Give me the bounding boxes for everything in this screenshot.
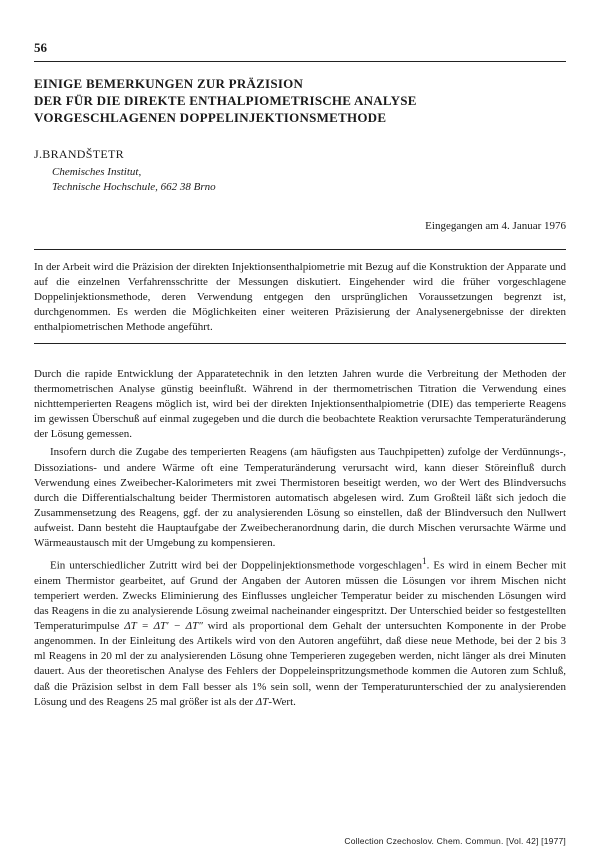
formula: ΔT = ΔT′ − ΔT″ <box>124 620 203 633</box>
paragraph-text: wird als proportional dem Gehalt der untersuchten Komponente in der Probe angenommen. In der Einleitung des Artikels wird von den Autoren angeführt, daß diese neue Methode, bei der 2 bis 3 ml Reagens in 20 ml der zu analysierenden Lösung ohne Temperieren zugegeben werden, nicht länger als drei Minuten dauert. Aus der theoretischen Analyse des Fehlers der Doppeleinspritzungsmethode kommen die Autoren zum Schluß, daß die Präzision selbst in dem Fall besser als 1% sein soll, wenn der Temperaturunterschied der zu analysierenden Lösung und des Reagens 25 mal größer ist als der <box>34 620 567 708</box>
abstract: In der Arbeit wird die Präzision der direkten Injektionsenthalpiometrie mit Bezug auf die Konstruktion der Apparate und auf die einzelnen Verfahrensschritte der Messungen diskutiert. Eingehender wird die früher vorgeschlagene Doppelinjektionsmethode, deren Verwendung entgegen den ursprünglichen Voraussetzungen begrenzt ist, durchgenommen. Es werden die Möglichkeiten einer weiteren Präzisierung der Analysenergebnisse der direkten enthalpiometrischen Methode angeführt. <box>34 261 566 333</box>
paragraph-text: . Es wird in einem Becher mit einem Thermistor gearbeitet, auf Grund der Angaben der Autoren müssen die Lösungen vor ihrem Mischen nicht temperiert werden. Zwecks Eliminierung des Einflusses ungleicher Temperatur beider zu mischenden Lösungen wird das Reagens in die zu analysierende Lösung zweimal nacheinander eingespritzt. Der Unterschied beider so festgestellten Temperaturimpulse <box>34 559 567 633</box>
author-name: J.BRANDŠTETR <box>34 147 124 161</box>
article-body <box>34 367 566 710</box>
received-date: Eingegangen am 4. Januar 1976 <box>425 220 566 232</box>
abstract-bottom-rule <box>34 343 566 344</box>
affiliation-line: Technische Hochschule, 662 38 Brno <box>52 181 216 193</box>
formula-symbol: ΔT <box>255 695 269 708</box>
body-paragraph-3 <box>34 554 566 710</box>
journal-page <box>34 40 566 713</box>
affiliation-line: Chemisches Institut, <box>52 166 142 178</box>
article-title <box>34 75 566 126</box>
body-paragraph-1: Durch die rapide Entwicklung der Apparatetechnik in den letzten Jahren wurde die Verbreitung der Methoden der thermometrischen Analyse günstig beeinflußt. Während in der thermometrischen Titration die Verwendung eines nichttemperierten Reagens möglich ist, wird bei der direkten Injektionsenthalpiometrie (DIE) das temperierte Reagens im gewissen Überschuß auf einmal zugegeben und die durch die beobachtete Reaktion verursachte Temperaturänderung der Lösung gemessen. <box>34 368 566 441</box>
title-line: VORGESCHLAGENEN DOPPELINJEKTIONSMETHODE <box>34 110 387 125</box>
page-number: 56 <box>34 40 47 55</box>
paragraph-text: -Wert. <box>268 695 296 708</box>
affiliation <box>52 165 566 195</box>
title-line: DER FÜR DIE DIREKTE ENTHALPIOMETRISCHE ANALYSE <box>34 93 417 108</box>
body-paragraph-2: Insofern durch die Zugabe des temperierten Reagens (am häufigsten aus Tauchpipetten) zufolge der Verdünnungs-, Dissoziations- und andere Wärme oft eine Temperaturänderung verursacht wird, kann dieser Störeinfluß durch Verwendung eines Zweibecher-Kalorimeters mit zwei Thermistoren beseitigt werden, wo der Wert des Blindversuchs durch die Differentialschaltung beider Thermistoren automatisch abgelesen wird. Zum Großteil läßt sich jedoch die Zusammensetzung des Reagens, ggf. der zu analysierenden Lösung so einstellen, daß der Blindversuch den Nullwert aufweist. Dann besteht die Hauptaufgabe der Zweibecheranordnung darin, die durch Mischen verursachte Wärme und Wärmeaustausch mit der Umgebung zu kompensieren. <box>34 446 566 550</box>
reference-marker: 1 <box>422 556 427 567</box>
journal-footer: Collection Czechoslov. Chem. Commun. [Vol. 42] [1977] <box>344 836 566 846</box>
paragraph-text: Ein unterschiedlicher Zutritt wird bei der Doppelinjektionsmethode vorgeschlagen <box>50 559 423 572</box>
abstract-top-rule <box>34 249 566 250</box>
title-line: EINIGE BEMERKUNGEN ZUR PRÄZISION <box>34 76 304 91</box>
header-rule <box>34 61 566 62</box>
